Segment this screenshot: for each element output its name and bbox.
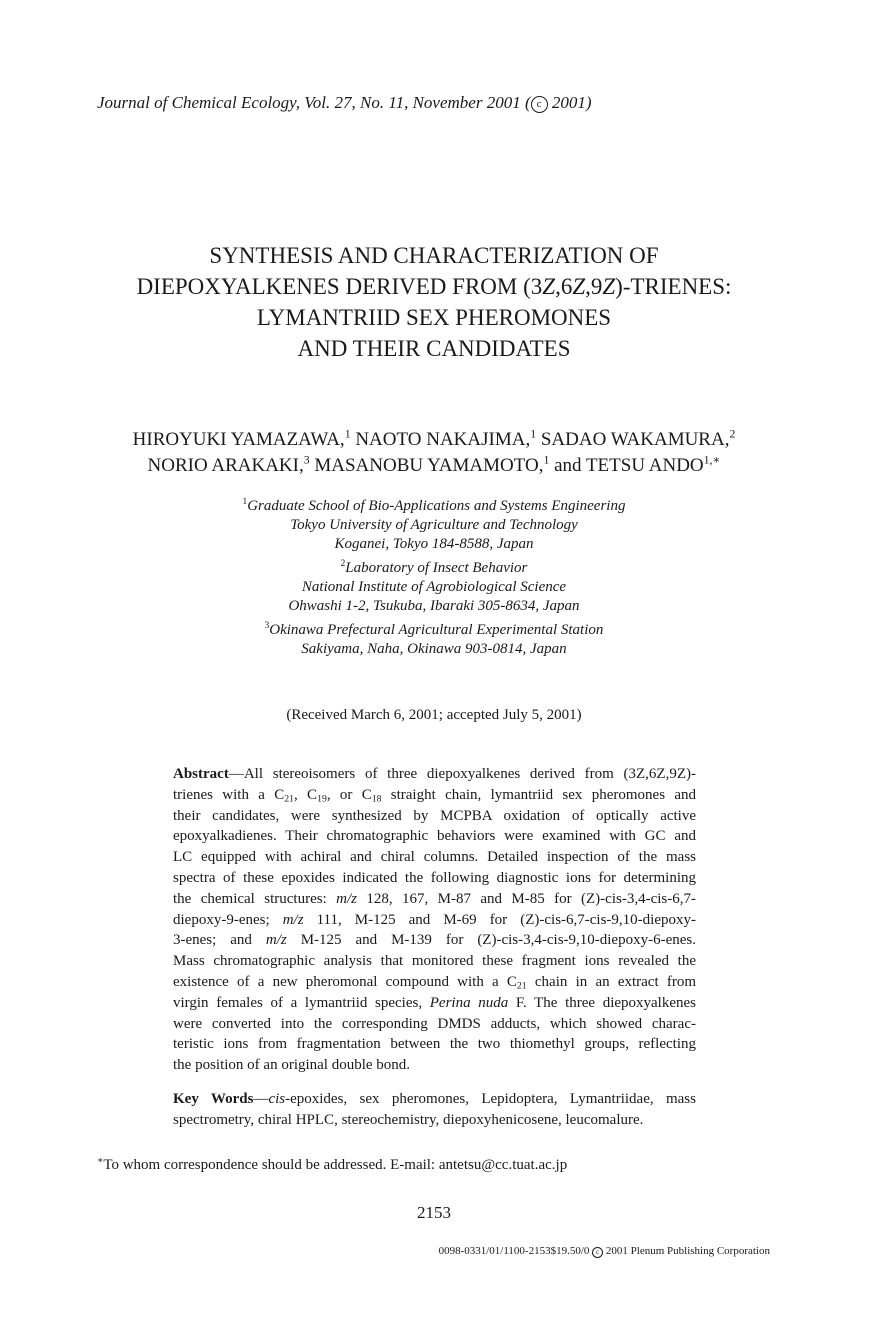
abstract bbox=[173, 764, 696, 1076]
author: and TETSU ANDO bbox=[549, 455, 704, 476]
affiliation-2: $^2$Laboratory of Insect Behavior National Institute of Agrobiological Science Ohwashi 1-2, Tsukuba, Ibaraki 305-8634, Japan bbox=[288, 559, 580, 614]
abstract-line: trienes with a $C_{21}$, $C_{19}$, or $C_{18}$ straight chain, lymantriid sex pheromones and bbox=[173, 786, 696, 805]
abstract-line: existence of a new pheromonal compound with a $C_{21}$ chain in an extract from bbox=[173, 973, 696, 992]
footnote-text: To whom correspondence should be addressed. E-mail: antetsu@cc.tuat.ac.jp bbox=[103, 1157, 568, 1173]
abstract-line: LC equipped with achiral and chiral columns. Detailed inspection of the mass bbox=[173, 849, 696, 866]
abstract-line: virgin females of a lymantriid species, Perina nuda F. The three diepoxyalkenes bbox=[173, 994, 696, 1011]
title-line-4: AND THEIR CANDIDATES bbox=[297, 336, 571, 361]
journal-header bbox=[97, 93, 592, 113]
correspondence-footnote bbox=[97, 1157, 567, 1174]
publisher-copyright: 0098-0331/01/1100-2153$19.50/0 c 2001 Plenum Publishing Corporation bbox=[438, 1245, 770, 1257]
abstract-line: Mass chromatographic analysis that monitored these fragment ions revealed the bbox=[173, 953, 696, 970]
affiliation-1: $^1$Graduate School of Bio-Applications and Systems Engineering Tokyo University of Agriculture and Technology Koganei, Tokyo 184-8588, Japan bbox=[242, 497, 626, 552]
copyright-icon: c bbox=[592, 1247, 603, 1258]
author: HIROYUKI YAMAZAWA, bbox=[132, 429, 345, 450]
abstract-line: diepoxy-9-enes; m/z 111, M-125 and M-69 for (Z)-cis-6,7-cis-9,10-diepoxy- bbox=[173, 911, 696, 928]
abstract-line: Abstract—All stereoisomers of three diepoxyalkenes derived from (3Z,6Z,9Z)- bbox=[173, 766, 696, 782]
abstract-line: epoxyalkadienes. Their chromatographic behaviors were examined with GC and bbox=[173, 828, 696, 845]
abstract-line: spectra of these epoxides indicated the following diagnostic ions for determining bbox=[173, 869, 696, 886]
title-line-3: LYMANTRIID SEX PHEROMONES bbox=[256, 305, 612, 330]
author: NAOTO NAKAJIMA, bbox=[350, 429, 531, 450]
page-number: 2153 bbox=[417, 1203, 451, 1222]
keywords-line: Key Words—cis-epoxides, sex pheromones, Lepidoptera, Lymantriidae, mass bbox=[173, 1091, 696, 1107]
footnote-mark: ∗ bbox=[97, 1156, 104, 1167]
abstract-line: 3-enes; and m/z M-125 and M-139 for (Z)-cis-3,4-cis-9,10-diepoxy-6-enes. bbox=[173, 932, 696, 949]
abstract-line: were converted into the corresponding DMDS adducts, which showed charac- bbox=[173, 1015, 696, 1032]
journal-citation: Journal of Chemical Ecology, Vol. 27, No. 11, November 2001 ( bbox=[97, 93, 531, 112]
keywords-line: spectrometry, chiral HPLC, stereochemistry, diepoxyhenicosene, leucomalure. bbox=[173, 1111, 644, 1128]
paper-title bbox=[0, 240, 868, 364]
abstract-line: the position of an original double bond. bbox=[173, 1057, 411, 1074]
keywords bbox=[173, 1089, 696, 1131]
received-dates: (Received March 6, 2001; accepted July 5, 2001) bbox=[286, 707, 582, 723]
author: MASANOBU YAMAMOTO, bbox=[309, 455, 544, 476]
journal-year: 2001) bbox=[547, 93, 592, 112]
author: SADAO WAKAMURA, bbox=[536, 429, 730, 450]
copyright-icon: c bbox=[531, 96, 548, 113]
author-list bbox=[0, 427, 868, 479]
abstract-line: teristic ions from fragmentation between the two thiomethyl groups, reflecting bbox=[173, 1036, 696, 1053]
abstract-line: their candidates, were synthesized by MCPBA oxidation of optically active bbox=[173, 807, 696, 824]
author-line-1: HIROYUKI YAMAZAWA,$^1$ NAOTO NAKAJIMA,$^1$ SADAO WAKAMURA,$^2$ bbox=[132, 427, 736, 450]
abstract-line: the chemical structures: m/z 128, 167, M-87 and M-85 for (Z)-cis-3,4-cis-6,7- bbox=[173, 890, 696, 907]
affiliations bbox=[0, 497, 868, 664]
species-name: Perina nuda bbox=[429, 994, 509, 1011]
title-line-2: DIEPOXYALKENES DERIVED FROM (3Z,6Z,9Z)-TRIENES: bbox=[136, 274, 732, 299]
title-line-1: SYNTHESIS AND CHARACTERIZATION OF bbox=[209, 243, 659, 268]
affiliation-3: $^3$Okinawa Prefectural Agricultural Experimental Station Sakiyama, Naha, Okinawa 903-0814, Japan bbox=[264, 621, 604, 657]
author-line-2: NORIO ARAKAKI,$^3$ MASANOBU YAMAMOTO,$^1$ and TETSU $ANDO^{1,∗}$ bbox=[147, 453, 721, 476]
keywords-label: Key Words bbox=[173, 1091, 254, 1107]
abstract-label: Abstract bbox=[173, 766, 229, 782]
author: NORIO ARAKAKI, bbox=[147, 455, 304, 476]
